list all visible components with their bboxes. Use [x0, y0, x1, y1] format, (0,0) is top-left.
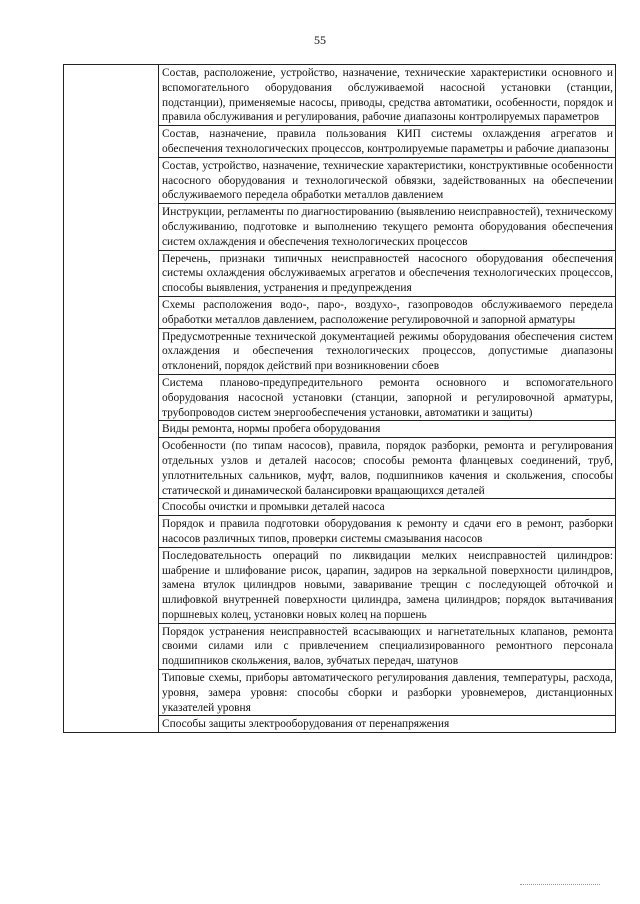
knowledge-table	[63, 64, 616, 733]
table-cell: Способы очистки и промывки деталей насоса	[159, 499, 616, 516]
table-cell: Состав, расположение, устройство, назначение, технические характеристики основного и вспомогательного оборудования обслуживаемой насосной установки (станции, подстанции), применяемые насосы, приводы, средства автоматики, особенности, порядок и правила обслуживания и регулирования, рабочие диапазоны контролируемых параметров	[159, 65, 616, 126]
table-cell: Состав, назначение, правила пользования КИП системы охлаждения агрегатов и обеспечения технологических процессов, контролируемые параметры и рабочие диапазоны	[159, 126, 616, 158]
table-cell: Способы защиты электрооборудования от перенапряжения	[159, 716, 616, 733]
table-cell: Инструкции, регламенты по диагностированию (выявлению неисправностей), техническому обслуживанию, подготовке и выполнению текущего ремонта оборудования обеспечения систем охлаждения и обеспечения технологических процессов	[159, 204, 616, 250]
table-cell: Система планово-предупредительного ремонта основного и вспомогательного оборудования насосной установки (станции, запорной и регулировочной арматуры, трубопроводов систем энергообеспечения установки, автоматики и защиты)	[159, 374, 616, 420]
table-cell: Порядок и правила подготовки оборудования к ремонту и сдачи его в ремонт, разборки насосов различных типов, проверки системы смазывания насосов	[159, 516, 616, 548]
table-cell: Последовательность операций по ликвидации мелких неисправностей цилиндров: шабрение и шлифование рисок, царапин, задиров на зеркальной поверхности цилиндров, замена втулок цилиндров новыми, заваривание трещин с последующей обточкой и шлифовкой внутренней поверхности цилиндра, замена цилиндров; порядок вытачивания поршневых колец, установки новых колец на поршень	[159, 547, 616, 623]
table-row	[64, 65, 616, 126]
table-cell: Схемы расположения водо-, паро-, воздухо-, газопроводов обслуживаемого передела обработки металлов давлением, расположение регулировочной и запорной арматуры	[159, 296, 616, 328]
table-cell: Порядок устранения неисправностей всасывающих и нагнетательных клапанов, ремонта своими силами или с привлечением специализированного ремонтного персонала подшипников скольжения, валов, зубчатых передач, шатунов	[159, 623, 616, 669]
table-cell: Особенности (по типам насосов), правила, порядок разборки, ремонта и регулирования отдельных узлов и деталей насосов; способы ремонта фланцевых соединений, труб, уплотнительных сальников, муфт, валов, подшипников качения и скольжения, способы статической и динамической балансировки вращающихся деталей	[159, 438, 616, 499]
left-empty-cell	[64, 65, 159, 733]
table-cell: Типовые схемы, приборы автоматического регулирования давления, температуры, расхода, уровня, замера уровня: способы сборки и разборки уровнемеров, дистанционных указателей уровня	[159, 670, 616, 716]
knowledge-table-body	[64, 65, 616, 733]
page-number: 55	[314, 33, 326, 47]
table-cell: Состав, устройство, назначение, технические характеристики, конструктивные особенности насосного оборудования и технологической обвязки, задействованных на обеспечении обслуживаемого передела обработки металлов давлением	[159, 157, 616, 203]
table-cell: Перечень, признаки типичных неисправностей насосного оборудования обеспечения системы охлаждения обслуживаемых агрегатов и обеспечения технологических процессов, способы выявления, устранения и предупреждения	[159, 250, 616, 296]
scan-artifact-line	[520, 884, 600, 886]
table-cell: Предусмотренные технической документацией режимы оборудования обеспечения систем охлаждения и обеспечения технологических процессов, допустимые диапазоны отклонений, порядок действий при возникновении сбоев	[159, 328, 616, 374]
table-cell: Виды ремонта, нормы пробега оборудования	[159, 421, 616, 438]
